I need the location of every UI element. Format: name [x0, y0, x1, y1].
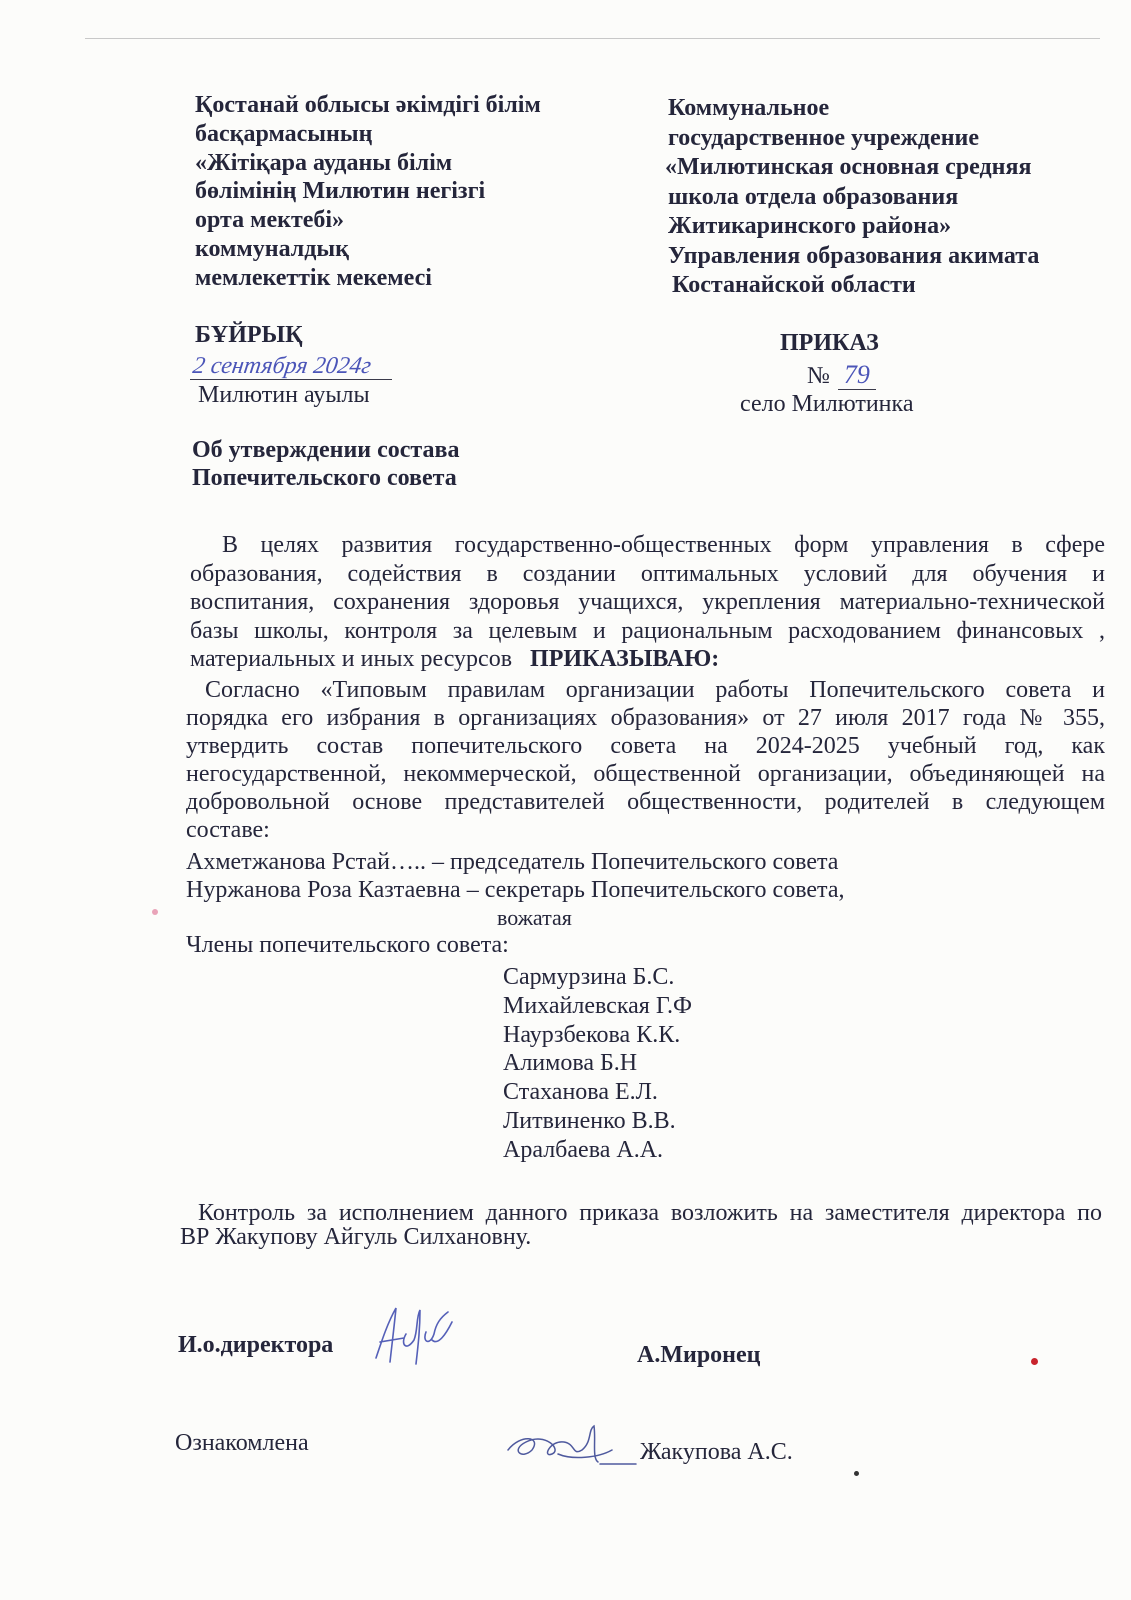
paragraph-line: В целях развития государственно-общественных форм управления в сфере	[222, 532, 1105, 558]
header-right-ru	[665, 94, 1040, 301]
council-chair: Ахметжанова Рстай….. – председатель Попечительского совета	[186, 849, 839, 875]
paragraph-line: воспитания, сохранения здоровья учащихся, укрепления материально-технической	[190, 589, 1105, 615]
paragraph-line: Согласно «Типовым правилам организации работы Попечительского совета и	[205, 677, 1105, 703]
header-right-line: Коммунальное	[668, 95, 830, 121]
acknowledged-label: Ознакомлена	[175, 1430, 309, 1456]
secretary-role: вожатая	[497, 905, 572, 930]
member-item: Сармурзина Б.С.	[503, 964, 675, 990]
member-item: Михайлевская Г.Ф	[503, 992, 692, 1019]
paragraph-line: утвердить состав попечительского совета на 2024-2025 учебный год, как	[186, 733, 1105, 759]
paragraph-line: порядка его избрания в организациях образования» от 27 июля 2017 года № 355,	[186, 705, 1105, 731]
paragraph-line: ВР Жакупову Айгуль Силхановну.	[180, 1225, 532, 1249]
control-paragraph	[180, 1201, 1102, 1249]
paragraph-purpose	[190, 531, 1105, 674]
header-right-line: «Милютинская основная средняя	[665, 154, 1032, 180]
number-handwritten: 79	[838, 360, 876, 390]
header-right-line: школа отдела образования	[668, 183, 959, 210]
header-left-line: орта мектебі»	[195, 207, 345, 234]
member-item: Аралбаева А.А.	[503, 1136, 664, 1163]
number-prefix: №	[807, 363, 830, 389]
header-right-line: Управления образования акимата	[668, 242, 1040, 269]
paragraph-last-line	[190, 645, 1105, 674]
paragraph-line: материальных и иных ресурсов	[190, 646, 513, 672]
council-secretary: Нуржанова Роза Казтаевна – секретарь Попечительского совета,	[186, 877, 845, 903]
paragraph-line: базы школы, контроля за целевым и рациональным расходованием финансовых ,	[190, 617, 1105, 644]
members-list	[503, 963, 692, 1165]
header-left-line: коммуналдық	[195, 235, 349, 262]
pink-dot	[152, 909, 158, 915]
dark-dot	[854, 1471, 859, 1476]
member-item: Стаханова Е.Л.	[503, 1079, 658, 1106]
director-name: А.Миронец	[637, 1342, 761, 1368]
place-ru: село Милютинка	[740, 391, 914, 417]
paragraph-line: Контроль за исполнением данного приказа возложить на заместителя директора по	[198, 1201, 1102, 1225]
member-item: Наурзбекова К.К.	[503, 1021, 681, 1048]
header-left-line: бөлімінің Милютин негізгі	[195, 178, 486, 205]
header-left-kz	[195, 91, 541, 293]
header-left-line: «Жітіқара ауданы білім	[195, 149, 453, 176]
director-signature	[368, 1300, 458, 1375]
order-subject	[192, 436, 459, 492]
header-right-line: государственное учреждение	[668, 124, 980, 151]
member-item: Алимова Б.Н	[503, 1050, 638, 1077]
header-right-line: Житикаринского района»	[668, 213, 952, 239]
order-title-kz: БҰЙРЫҚ	[195, 322, 303, 348]
paragraph-line: составе:	[186, 817, 270, 843]
header-left-line: Қостанай облысы әкімдігі білім	[195, 92, 541, 118]
order-number	[807, 361, 876, 390]
top-scan-line	[85, 38, 1100, 39]
header-right-line: Костанайской области	[672, 272, 916, 298]
paragraph-line: добровольной основе представителей общественности, родителей в следующем	[186, 789, 1105, 815]
paragraph-line: образования, содействия в создании оптимальных условий для обучения и	[190, 560, 1105, 587]
director-title: И.о.директора	[178, 1332, 334, 1358]
acknowledged-signature	[500, 1418, 640, 1473]
paragraph-line: негосударственной, некоммерческой, общественной организации, объединяющей на	[186, 761, 1105, 787]
members-label: Члены попечительского совета:	[186, 932, 509, 958]
order-title-ru: ПРИКАЗ	[780, 330, 879, 356]
place-kz: Милютин ауылы	[198, 382, 370, 408]
header-left-line: басқармасының	[195, 120, 373, 147]
paragraph-composition	[186, 676, 1105, 844]
red-dot	[1031, 1358, 1038, 1365]
header-left-line: мемлекеттік мекемесі	[195, 264, 432, 291]
acknowledged-name: Жакупова А.С.	[640, 1439, 793, 1465]
subject-line: Попечительского совета	[192, 465, 457, 491]
subject-line: Об утверждении состава	[192, 437, 460, 463]
command-word: ПРИКАЗЫВАЮ:	[530, 646, 720, 672]
order-date: 2 сентября 2024г	[191, 353, 373, 379]
member-item: Литвиненко В.В.	[503, 1107, 676, 1134]
